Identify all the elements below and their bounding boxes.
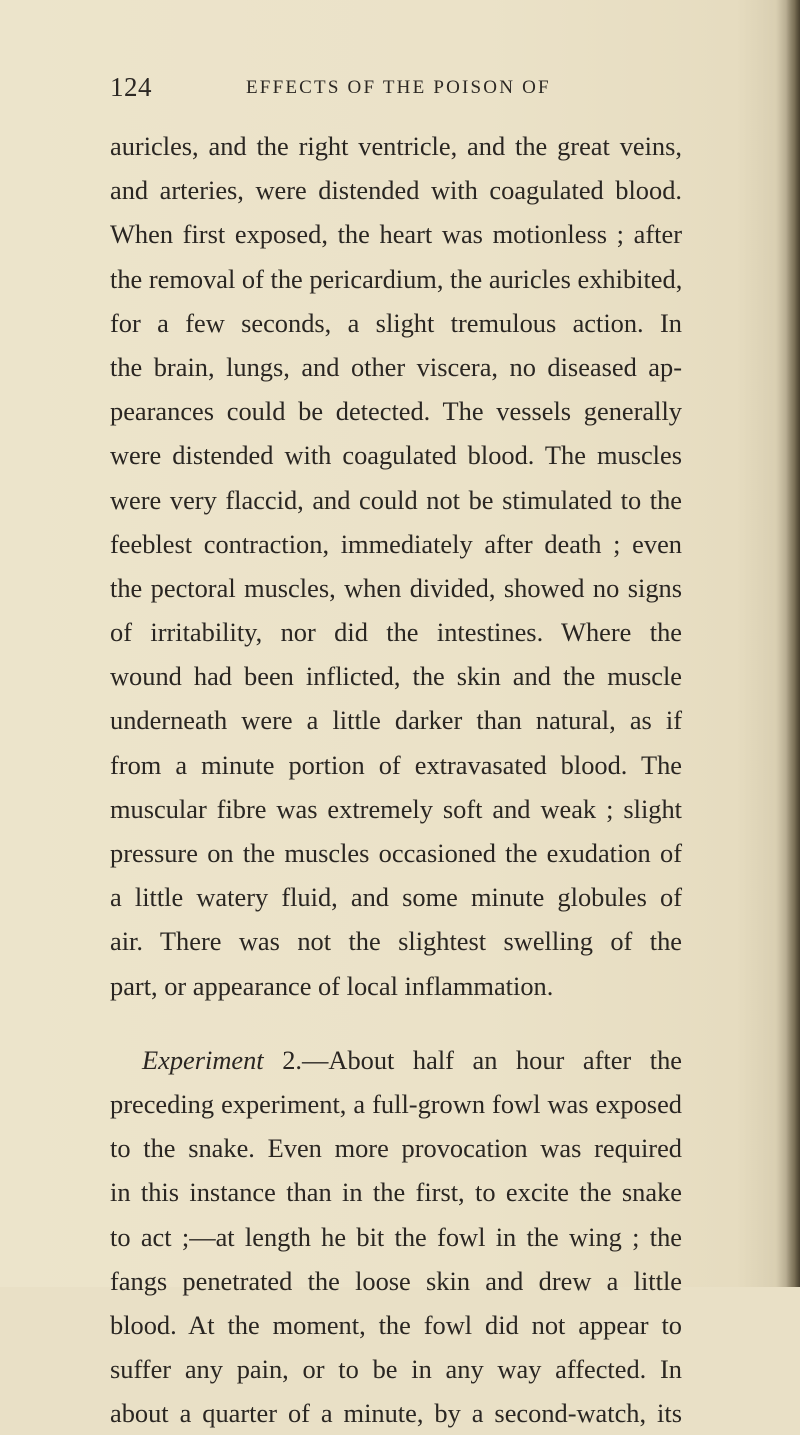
text-line: air. There was not the slightest swelling of the	[110, 926, 682, 957]
paragraph-gap	[110, 1008, 682, 1038]
text-line: underneath were a little darker than natural, as if	[110, 705, 682, 736]
text-line: blood. At the moment, the fowl did not appear to	[110, 1309, 682, 1340]
text-line: from a minute portion of extravasated blood. The	[110, 749, 682, 780]
text-line: auricles, and the right ventricle, and the great veins,	[110, 131, 682, 161]
page-edge-shadow	[786, 0, 800, 1287]
text-line: about a quarter of a minute, by a second-watch, its	[110, 1398, 682, 1429]
text-line: the removal of the pericardium, the auricles exhibited,	[110, 263, 683, 294]
text-line: the brain, lungs, and other viscera, no diseased ap-	[110, 351, 682, 382]
text-line: of irritability, nor did the intestines. Where the	[110, 617, 682, 648]
text-line: part, or appearance of local inflammation.	[110, 970, 554, 1001]
text-line: suffer any pain, or to be in any way affected. In	[110, 1354, 682, 1385]
text-line: and arteries, were distended with coagulated blood.	[110, 175, 682, 206]
text-line: to act ;—at length he bit the fowl in the wing ; the	[110, 1221, 682, 1252]
text-line: fangs penetrated the loose skin and drew a little	[110, 1265, 682, 1296]
text-line: pressure on the muscles occasioned the exudation of	[110, 838, 682, 868]
running-head: EFFECTS OF THE POISON OF	[246, 77, 551, 98]
text-line-heading	[110, 1038, 682, 1082]
text-line: a little watery fluid, and some minute globules of	[110, 882, 682, 913]
heading-rest: 2.—About half an hour after the	[263, 1044, 682, 1075]
body-text	[110, 124, 682, 1435]
text-line: wound had been inflicted, the skin and the muscle	[110, 661, 682, 692]
text-line: feeblest contraction, immediately after death ; even	[110, 528, 682, 559]
text-line: were distended with coagulated blood. The muscles	[110, 440, 682, 471]
paragraph-2	[110, 1038, 682, 1435]
page-header	[0, 72, 800, 112]
text-line: were very flaccid, and could not be stimulated to the	[110, 484, 682, 515]
text-line: muscular fibre was extremely soft and weak ; slight	[110, 793, 682, 824]
text-line: When first exposed, the heart was motionless ; after	[110, 219, 682, 250]
paragraph-1	[110, 124, 682, 1008]
text-line: the pectoral muscles, when divided, showed no signs	[110, 572, 682, 603]
page-number: 124	[110, 72, 152, 102]
experiment-heading: Experiment	[142, 1044, 264, 1075]
text-line: in this instance than in the first, to excite the snake	[110, 1177, 682, 1208]
text-line: to the snake. Even more provocation was required	[110, 1133, 682, 1164]
text-line: for a few seconds, a slight tremulous action. In	[110, 307, 682, 338]
text-line: preceding experiment, a full-grown fowl was exposed	[110, 1088, 682, 1119]
text-line: pearances could be detected. The vessels generally	[110, 396, 682, 427]
